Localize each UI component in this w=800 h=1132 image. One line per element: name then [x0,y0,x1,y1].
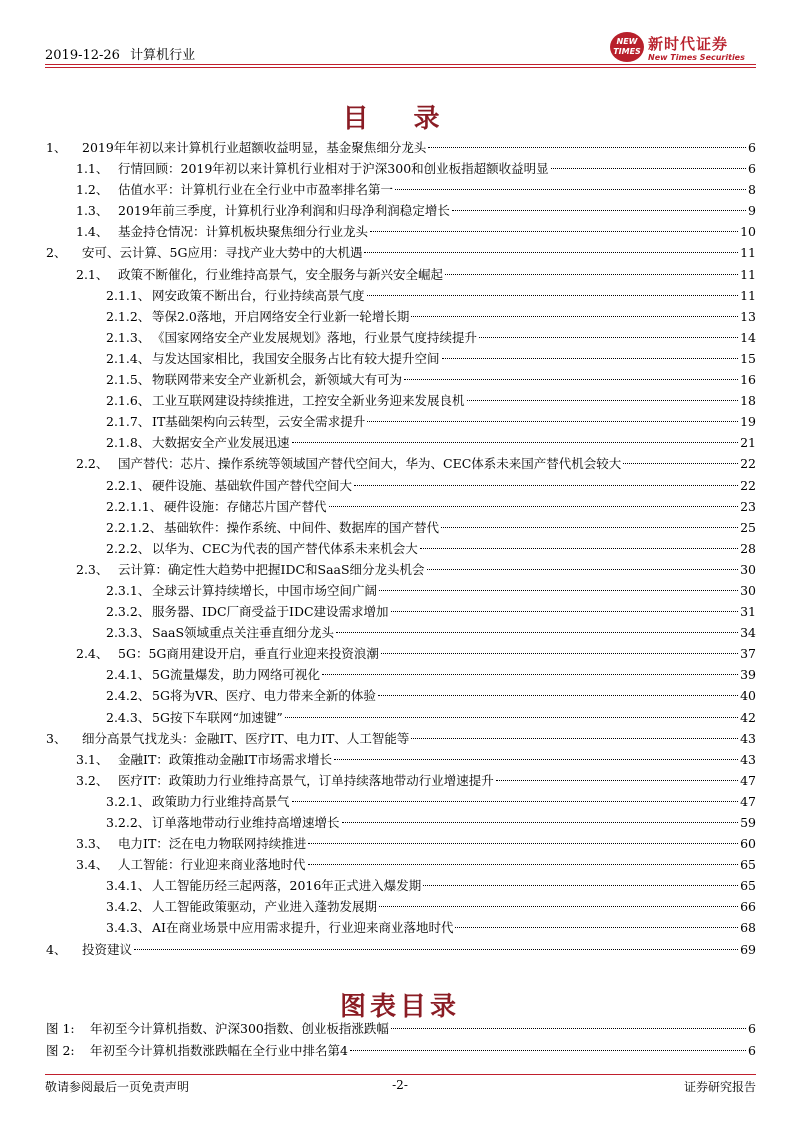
toc-entry-number: 2.3.3、 [106,625,151,641]
toc-entry-number: 1.1、 [76,161,109,177]
footer-report-type: 证券研究报告 [683,1080,756,1094]
toc-entry[interactable] [46,896,756,917]
header-date: 2019-12-26 [45,48,120,63]
toc-entry-number: 2.4.3、 [106,709,151,725]
toc-entry[interactable] [46,538,756,559]
toc-entry-number: 2.4.2、 [106,688,151,704]
toc-entry-text: 政策不断催化，行业维持高景气，安全服务与新兴安全崛起 [118,266,444,282]
toc-entry-number: 2.2.1.1、 [106,498,163,514]
toc-leader-dots [391,611,739,612]
header-rule [45,64,756,65]
toc-leader-dots [467,400,739,401]
toc-entry[interactable] [46,749,756,770]
toc-leader-dots [479,337,738,338]
toc-entry-page: 39 [740,667,756,683]
toc-entry[interactable] [46,453,756,474]
toc-entry-text: 安可、云计算、5G应用：寻找产业大势中的大机遇 [82,245,363,261]
toc-entry-text: 2019年年初以来计算机行业超额收益明显，基金聚焦细分龙头 [82,140,427,155]
toc-entry[interactable] [46,791,756,812]
toc-entry-page: 66 [740,899,756,915]
toc-leader-dots [551,168,746,169]
toc-entry-number: 1.4、 [76,224,109,240]
toc-leader-dots [292,442,739,443]
toc-entry[interactable] [46,707,756,728]
figure-entry-page: 6 [748,1021,756,1036]
toc-entry-page: 22 [740,456,756,472]
toc-entry-page: 21 [740,435,756,451]
toc-entry-text: 人工智能：行业迎来商业落地时代 [118,857,306,873]
toc-leader-dots [428,147,746,148]
toc-entry-number: 2.2.1、 [106,477,151,493]
toc-leader-dots [411,738,738,739]
toc-leader-dots [455,927,738,928]
toc-entry[interactable] [46,580,756,601]
toc-entry-number: 3.2.2、 [106,815,151,830]
figure-entry-number: 图 2: [46,1043,75,1058]
toc-entry-text: 政策助力行业维持高景气 [152,793,290,809]
toc-entry-text: 与发达国家相比，我国安全服务占比有较大提升空间 [152,350,440,366]
toc-entry-text: 5G流量爆发，助力网络可视化 [152,667,320,683]
toc-leader-dots [134,949,738,950]
toc-entry-text: 工业互联网建设持续推进，工控安全新业务迎来发展良机 [152,393,465,409]
toc-entry[interactable] [46,643,756,664]
toc-entry-page: 9 [748,203,756,219]
toc-entry-number: 1、 [46,140,67,155]
toc-title: 目 录 [342,104,458,134]
toc-leader-dots [285,717,738,718]
toc-entry-number: 3.3、 [76,836,109,852]
toc-leader-dots [367,295,739,296]
toc-entry-text: 5G按下车联网“加速键” [152,709,283,725]
toc-entry[interactable] [46,306,756,327]
logo-name-cn: 新时代证券 [648,35,729,53]
toc-entry-page: 11 [740,287,756,303]
logo-name-en: New Times Securities [648,53,745,62]
toc-entry[interactable] [46,432,756,453]
figure-entry-text: 年初至今计算机指数、沪深300指数、创业板指涨跌幅 [90,1021,389,1036]
toc-entry-page: 59 [740,815,756,830]
toc-leader-dots [427,569,739,570]
toc-entry[interactable] [46,812,756,833]
toc-entry-text: 网安政策不断出台，行业持续高景气度 [152,287,365,303]
toc-entry-page: 34 [740,625,756,641]
figures-title: 图表目录 [339,992,460,1022]
toc-leader-dots [441,527,738,528]
toc-leader-dots [496,780,738,781]
toc-leader-dots [379,906,738,907]
toc-leader-dots [411,316,738,317]
figure-leader-dots [350,1050,746,1051]
toc-entry-text: 全球云计算持续增长，中国市场空间广阔 [152,582,378,598]
toc-entry[interactable] [46,496,756,517]
toc-entry-text: 物联网带来安全产业新机会，新领域大有可为 [152,372,403,388]
toc-entry-text: 5G：5G商用建设开启，垂直行业迎来投资浪潮 [118,646,379,662]
toc-leader-dots [404,379,738,380]
toc-leader-dots [379,590,738,591]
toc-entry[interactable] [46,517,756,538]
figure-leader-dots [391,1028,746,1029]
toc-leader-dots [308,864,739,865]
toc-entry-text: 投资建议 [82,941,133,957]
toc-entry-text: 5G将为VR、医疗、电力带来全新的体验 [152,688,376,704]
toc-leader-dots [423,885,738,886]
toc-entry-text: 细分高景气找龙头：金融IT、医疗IT、电力IT、人工智能等 [82,730,410,746]
toc-leader-dots [420,548,738,549]
toc-entry[interactable] [46,728,756,749]
table-of-contents [46,137,756,960]
toc-entry-number: 2.3.2、 [106,604,151,620]
toc-entry-page: 37 [740,646,756,662]
toc-entry-page: 6 [748,161,756,177]
toc-leader-dots [445,274,738,275]
toc-entry-page: 43 [740,730,756,746]
toc-entry-number: 2.2.2、 [106,540,151,556]
toc-entry[interactable] [46,158,756,179]
toc-entry-page: 10 [740,224,756,240]
toc-entry-page: 60 [740,836,756,852]
toc-entry[interactable] [46,179,756,200]
toc-entry-text: 基金持仓情况：计算机板块聚焦细分行业龙头 [118,224,369,240]
toc-leader-dots [367,421,738,422]
figure-entry-text: 年初至今计算机指数涨跌幅在全行业中排名第4 [90,1043,348,1058]
toc-entry-number: 3.1、 [76,751,109,767]
toc-leader-dots [364,252,738,253]
toc-leader-dots [342,822,739,823]
toc-entry-number: 2.1.2、 [106,308,151,324]
toc-entry-text: 金融IT：政策推动金融IT市场需求增长 [118,751,333,767]
toc-entry-page: 30 [740,561,756,577]
toc-entry-number: 1.3、 [76,203,109,219]
toc-entry-text: 基础软件：操作系统、中间件、数据库的国产替代 [164,519,440,535]
toc-entry[interactable] [46,854,756,875]
toc-entry-number: 2.3、 [76,561,109,577]
figure-entry[interactable] [46,1018,756,1040]
toc-entry-text: 硬件设施：存储芯片国产替代 [164,498,327,514]
toc-entry-number: 3.4.2、 [106,899,151,915]
toc-entry-page: 65 [740,857,756,873]
toc-leader-dots [334,759,738,760]
toc-entry-page: 11 [740,245,756,261]
toc-entry-page: 25 [740,519,756,535]
toc-entry-text: 服务器、IDC厂商受益于IDC建设需求增加 [152,604,389,620]
toc-entry-number: 2.4、 [76,646,109,662]
toc-entry-text: 医疗IT：政策助力行业维持高景气，订单持续落地带动行业增速提升 [118,772,494,788]
toc-entry-page: 23 [740,498,756,514]
toc-entry[interactable] [46,559,756,580]
toc-leader-dots [308,843,738,844]
toc-entry-page: 69 [740,941,756,957]
toc-entry-number: 2、 [46,245,67,261]
toc-entry[interactable] [46,200,756,221]
footer-rule [45,1074,756,1075]
toc-entry[interactable] [46,242,756,263]
toc-entry-page: 40 [740,688,756,704]
toc-entry-text: SaaS领域重点关注垂直细分龙头 [152,625,335,641]
footer-disclaimer: 敬请参阅最后一页免责声明 [45,1080,190,1094]
toc-entry-number: 2.4.1、 [106,667,151,683]
toc-leader-dots [354,485,738,486]
toc-entry-page: 28 [740,540,756,556]
toc-entry-number: 2.3.1、 [106,582,151,598]
toc-entry-text: 等保2.0落地，开启网络安全行业新一轮增长期 [152,308,410,324]
toc-entry-page: 11 [740,266,756,282]
toc-entry-text: 以华为、CEC为代表的国产替代体系未来机会大 [152,540,418,556]
toc-entry-text: 云计算：确定性大趋势中把握IDC和SaaS细分龙头机会 [118,561,425,577]
toc-entry-page: 65 [740,878,756,894]
toc-entry-page: 14 [740,329,756,345]
toc-entry-page: 42 [740,709,756,725]
toc-entry-text: IT基础架构向云转型，云安全需求提升 [152,414,366,430]
toc-entry-number: 2.1、 [76,266,109,282]
toc-entry-page: 30 [740,582,756,598]
toc-entry-number: 3、 [46,730,67,746]
toc-entry-text: 大数据安全产业发展迅速 [152,435,290,451]
toc-entry-page: 18 [740,393,756,409]
toc-entry-text: 行情回顾：2019年初以来计算机行业相对于沪深300和创业板指超额收益明显 [118,161,549,177]
toc-entry-number: 2.1.7、 [106,414,151,430]
toc-entry-text: 估值水平：计算机行业在全行业中市盈率排名第一 [118,182,394,198]
toc-entry-number: 2.1.4、 [106,350,151,366]
toc-entry[interactable] [46,685,756,706]
toc-leader-dots [442,358,739,359]
toc-leader-dots [292,801,739,802]
toc-entry[interactable] [46,137,756,158]
toc-entry-number: 3.4.1、 [106,878,151,894]
toc-entry-number: 4、 [46,941,67,957]
figure-list [46,1018,756,1062]
toc-entry-page: 16 [740,372,756,388]
toc-entry-number: 2.1.3、 [106,329,151,345]
toc-entry[interactable] [46,264,756,285]
toc-leader-dots [378,695,738,696]
company-logo [610,28,756,68]
toc-entry-number: 3.4、 [76,857,109,873]
toc-entry-page: 8 [748,182,756,198]
toc-entry[interactable] [46,221,756,242]
toc-entry-page: 15 [740,350,756,366]
toc-entry-page: 22 [740,477,756,493]
toc-entry-text: 人工智能历经三起两落，2016年正式进入爆发期 [152,878,422,894]
page-number: -2- [392,1078,408,1092]
toc-entry[interactable] [46,939,756,960]
toc-entry-text: 《国家网络安全产业发展规划》落地，行业景气度持续提升 [152,329,478,345]
toc-entry-text: 订单落地带动行业维持高增速增长 [152,815,340,830]
toc-entry[interactable] [46,327,756,348]
toc-entry-page: 68 [740,920,756,936]
logo-badge-icon: NEW TIMES [610,32,644,62]
toc-entry-page: 47 [740,772,756,788]
toc-entry[interactable] [46,664,756,685]
toc-entry-page: 19 [740,414,756,430]
toc-entry-page: 47 [740,793,756,809]
toc-entry[interactable] [46,770,756,791]
toc-entry[interactable] [46,875,756,896]
toc-entry-text: 人工智能政策驱动，产业进入蓬勃发展期 [152,899,378,915]
toc-entry[interactable] [46,601,756,622]
toc-entry[interactable] [46,475,756,496]
toc-entry-text: 国产替代：芯片、操作系统等领域国产替代空间大，华为、CEC体系未来国产替代机会较大 [118,456,622,472]
toc-entry[interactable] [46,369,756,390]
toc-entry-text: AI在商业场景中应用需求提升，行业迎来商业落地时代 [152,920,454,936]
toc-entry-page: 6 [748,140,756,155]
toc-entry-number: 2.1.1、 [106,287,151,303]
header-rule-thin [45,67,756,68]
header-date-section [45,44,195,63]
toc-leader-dots [370,231,738,232]
header-section: 计算机行业 [130,48,196,63]
toc-entry-number: 2.1.5、 [106,372,151,388]
toc-entry[interactable] [46,390,756,411]
toc-entry-number: 1.2、 [76,182,109,198]
toc-entry-text: 硬件设施、基础软件国产替代空间大 [152,477,353,493]
toc-entry[interactable] [46,917,756,938]
toc-entry-number: 2.2.1.2、 [106,519,163,535]
toc-leader-dots [322,674,738,675]
toc-entry-page: 31 [740,604,756,620]
toc-entry-text: 电力IT：泛在电力物联网持续推进 [118,836,307,852]
toc-leader-dots [623,463,738,464]
toc-entry[interactable] [46,285,756,306]
toc-leader-dots [395,189,746,190]
figure-entry-page: 6 [748,1043,756,1058]
toc-entry[interactable] [46,622,756,643]
toc-entry[interactable] [46,833,756,854]
toc-entry-number: 3.4.3、 [106,920,151,936]
toc-entry-text: 2019年前三季度，计算机行业净利润和归母净利润稳定增长 [118,203,450,219]
toc-leader-dots [336,632,738,633]
figure-entry-number: 图 1: [46,1021,75,1036]
toc-entry-page: 13 [740,308,756,324]
toc-entry-number: 3.2.1、 [106,793,151,809]
toc-leader-dots [329,506,739,507]
toc-entry[interactable] [46,348,756,369]
toc-entry-number: 2.1.8、 [106,435,151,451]
toc-entry-number: 2.1.6、 [106,393,151,409]
figure-entry[interactable] [46,1040,756,1062]
toc-leader-dots [452,210,746,211]
toc-entry-number: 3.2、 [76,772,109,788]
toc-entry[interactable] [46,411,756,432]
toc-entry-page: 43 [740,751,756,767]
toc-entry-number: 2.2、 [76,456,109,472]
toc-leader-dots [381,653,738,654]
